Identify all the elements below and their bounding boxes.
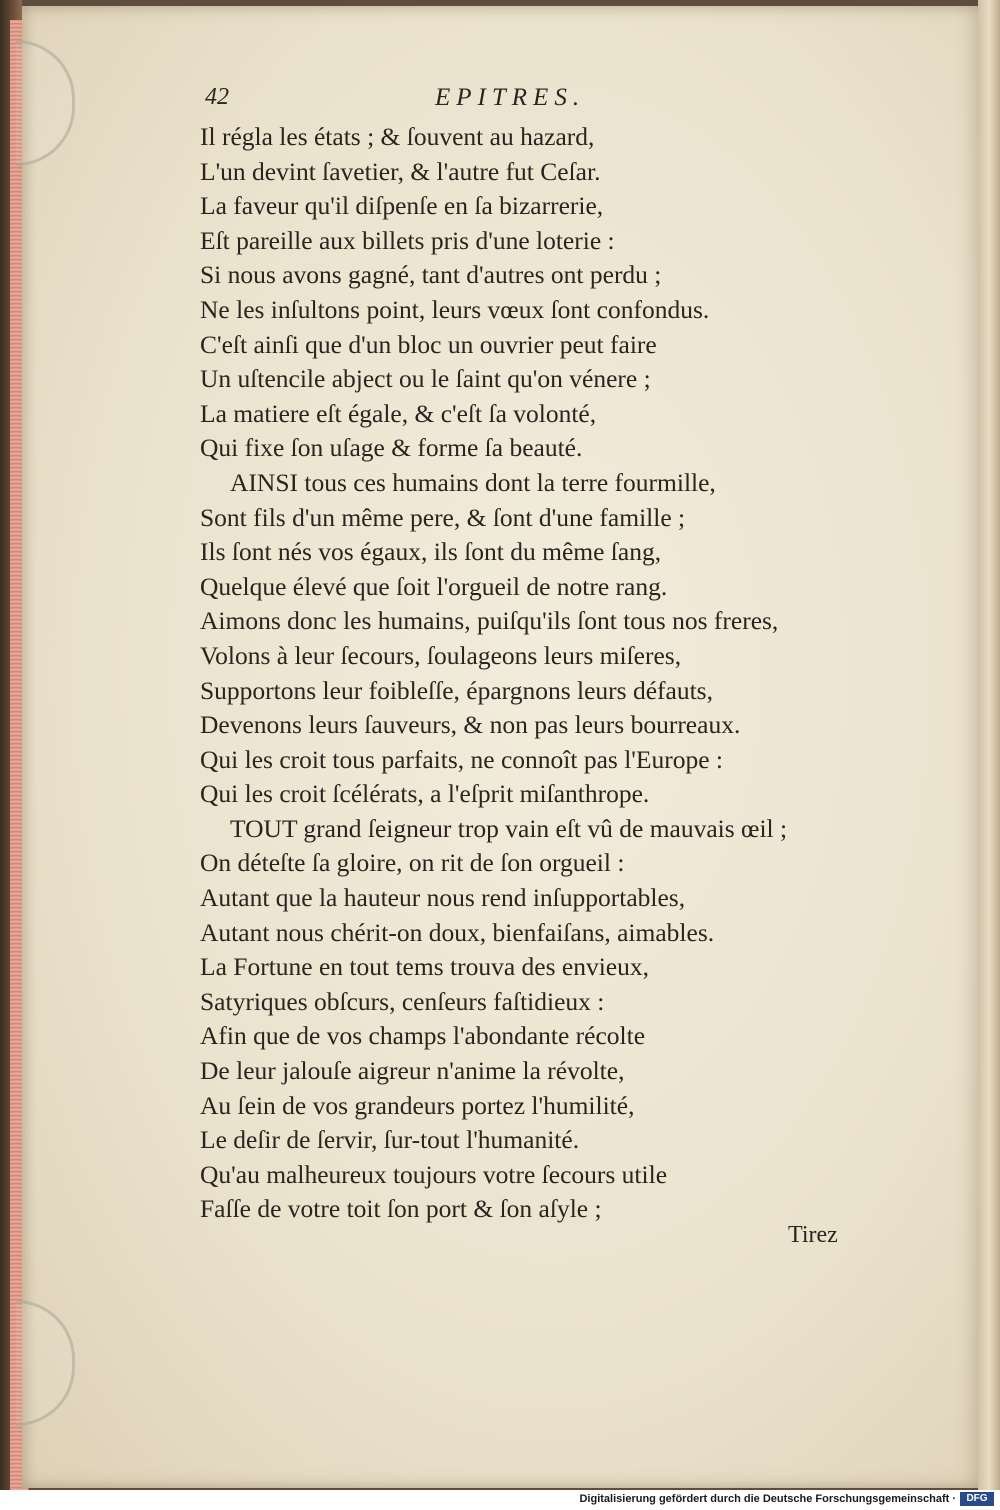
verse-line: Un uſtencile abject ou le ſaint qu'on vénere ;: [200, 364, 651, 394]
verse-line: Afin que de vos champs l'abondante récolte: [200, 1021, 646, 1051]
facing-page-edge: [978, 0, 1000, 1490]
verse-line-stanza-start: AINSI tous ces humains dont la terre fourmille,: [230, 467, 716, 497]
page-header: [205, 84, 635, 120]
verse-line: Supportons leur foibleſſe, épargnons leurs défauts,: [200, 675, 713, 705]
page-number: 42: [205, 84, 229, 110]
verse-line: Devenons leurs ſauveurs, & non pas leurs bourreaux.: [200, 710, 741, 740]
verse-line: Qu'au malheureux toujours votre ſecours utile: [200, 1159, 668, 1189]
funding-credit: Digitalisierung gefördert durch die Deutsche Forschungsgemeinschaft ·: [579, 1493, 956, 1505]
running-head: EPITRES.: [435, 84, 586, 111]
verse-line: Au ſein de vos grandeurs portez l'humilité,: [200, 1090, 635, 1120]
verse-line: Satyriques obſcurs, cenſeurs faſtidieux :: [200, 986, 605, 1016]
verse-line: Ils ſont nés vos égaux, ils ſont du même ſang,: [200, 537, 662, 567]
verse-line: Quelque élevé que ſoit l'orgueil de notre rang.: [200, 571, 668, 601]
verse-line: Il régla les états ; & ſouvent au hazard,: [200, 122, 595, 151]
verse-line: La Fortune en tout tems trouva des envieux,: [200, 952, 649, 982]
verse-line: La faveur qu'il diſpenſe en ſa bizarrerie,: [200, 191, 604, 221]
verse-line: C'eſt ainſi que d'un bloc un ouvrier peut faire: [200, 329, 657, 359]
verse-line: Qui les croit ſcélérats, a l'eſprit miſanthrope.: [200, 779, 650, 809]
verse-line: Ne les inſultons point, leurs vœux ſont confondus.: [200, 294, 710, 324]
verse-line: Le deſir de ſervir, ſur-tout l'humanité.: [200, 1125, 580, 1155]
verse-body: [200, 120, 850, 1227]
verse-line: Qui les croit tous parfaits, ne connoît pas l'Europe :: [200, 744, 723, 774]
verse-line: Volons à leur ſecours, ſoulageons leurs miſeres,: [200, 640, 682, 670]
footer-bar: [0, 1490, 1000, 1510]
verse-line-stanza-start: TOUT grand ſeigneur trop vain eſt vû de mauvais œil ;: [230, 813, 788, 843]
verse-line: Aimons donc les humains, puiſqu'ils ſont tous nos freres,: [200, 606, 779, 636]
verse-line: De leur jalouſe aigreur n'anime la révolte,: [200, 1056, 625, 1086]
verse-line: Faſſe de votre toit ſon port & ſon aſyle ;: [200, 1194, 602, 1224]
catchword: Tirez: [788, 1222, 838, 1248]
verse-line: Eſt pareille aux billets pris d'une loterie :: [200, 225, 615, 255]
verse-line: Autant que la hauteur nous rend inſupportables,: [200, 883, 686, 913]
verse-line: Qui fixe ſon uſage & forme ſa beauté.: [200, 433, 583, 463]
verse-line: L'un devint ſavetier, & l'autre fut Ceſar.: [200, 156, 601, 186]
verse-line: Si nous avons gagné, tant d'autres ont perdu ;: [200, 260, 662, 290]
verse-line: Sont fils d'un même pere, & ſont d'une famille ;: [200, 502, 686, 532]
verse-line: La matiere eſt égale, & c'eſt ſa volonté,: [200, 398, 597, 428]
verse-line: Autant nous chérit-on doux, bienfaiſans, aimables.: [200, 917, 715, 947]
dfg-logo[interactable]: DFG: [960, 1492, 994, 1506]
verse-line: On déteſte ſa gloire, on rit de ſon orgueil :: [200, 848, 625, 878]
